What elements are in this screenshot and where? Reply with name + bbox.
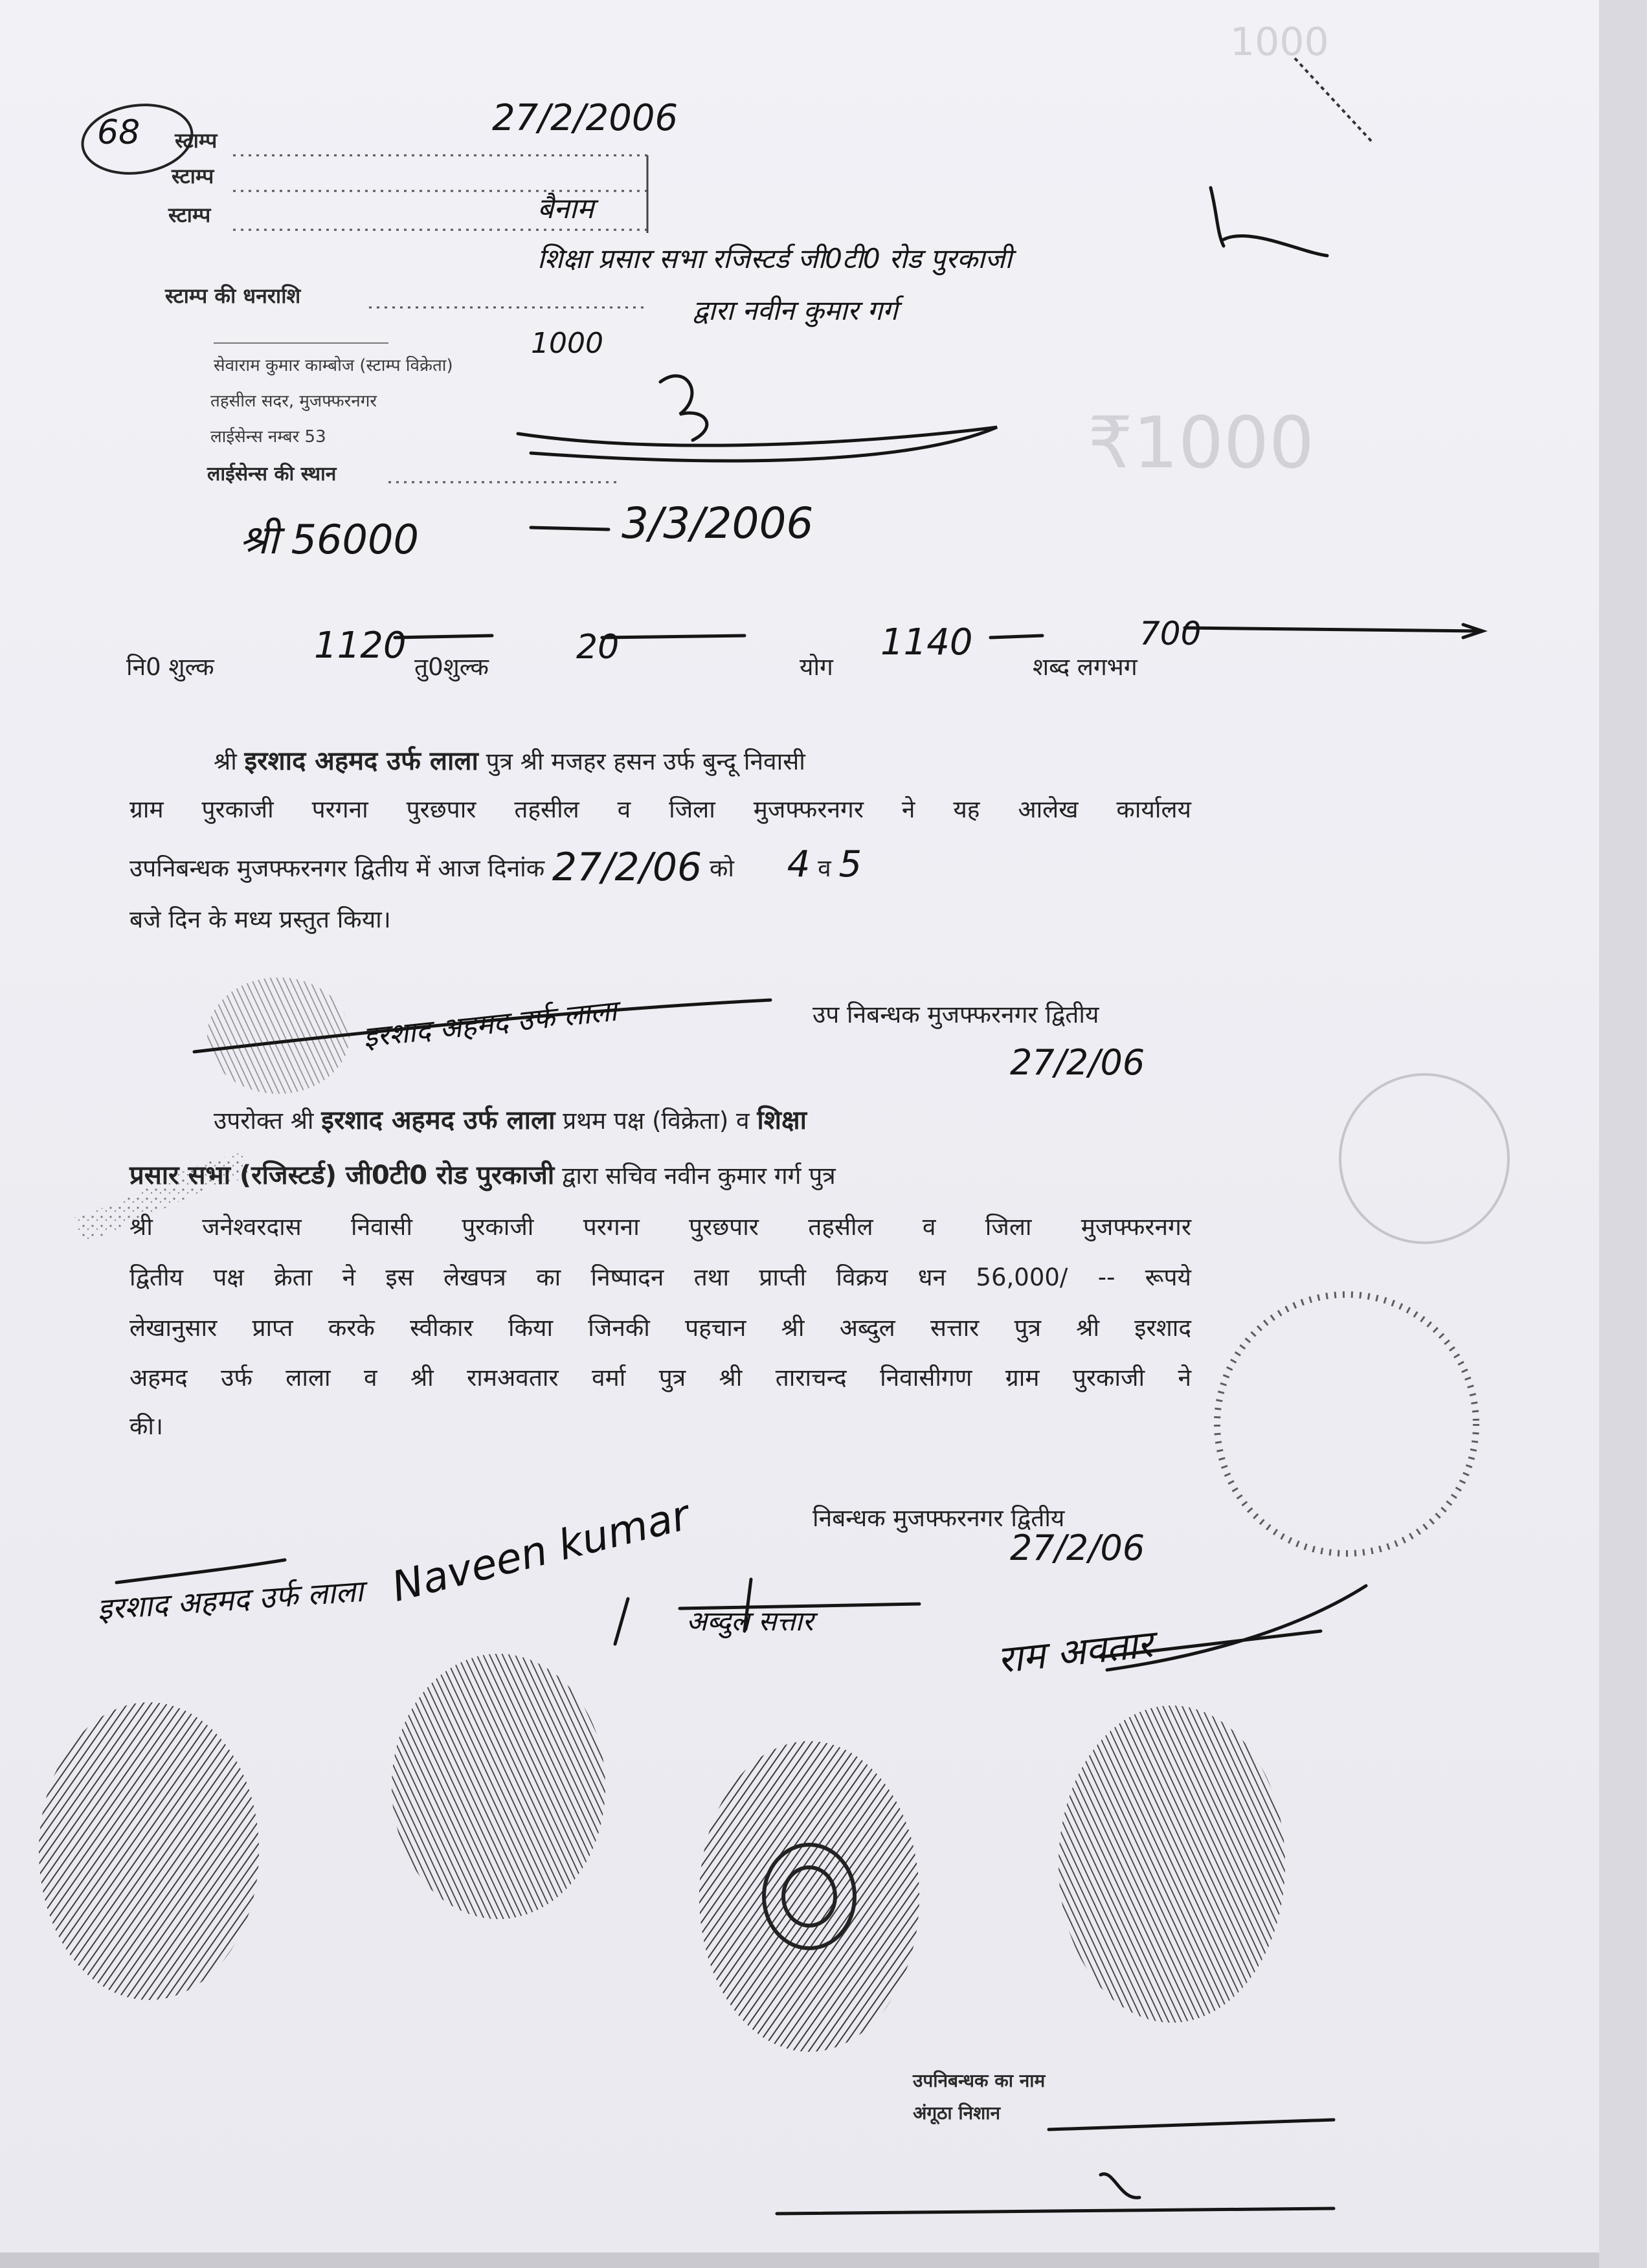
sub-registrar-label-1: उप निबन्धक मुजफ्फरनगर द्वितीय <box>812 1001 1099 1028</box>
text-va: व <box>818 854 831 882</box>
reg-fee-value: 1120 <box>314 625 407 667</box>
first-party-text: प्रथम पक्ष (विक्रेता) व <box>563 1107 750 1135</box>
stamp-amount-label: स्टाम्प की धनराशि <box>165 284 301 308</box>
office-text: उपनिबन्धक मुजफ्फरनगर द्वितीय में आज दिनांक <box>129 854 545 882</box>
text-ko: को <box>709 854 734 882</box>
vendor-line-3: लाईसेन्स नम्बर 53 <box>210 427 326 447</box>
presentation-line-4: बजे दिन के मध्य प्रस्तुत किया। <box>129 906 391 933</box>
sub-registrar-date-2: 27/2/06 <box>1010 1528 1145 1568</box>
dotted-lines <box>233 155 647 482</box>
hand-stamp-amount: 1000 <box>531 327 603 360</box>
vendor-line-2: तहसील सदर, मुजफ्फरनगर <box>210 392 377 411</box>
licence-place-label: लाईसेन्स की स्थान <box>207 463 337 485</box>
text-shri: श्री <box>214 748 237 775</box>
copy-fee-label: तु0शुल्क <box>414 653 489 681</box>
stamp-line-3: स्टाम्प <box>168 203 211 227</box>
hand-deed-label: बैनाम <box>537 192 594 225</box>
hand-consideration: श्री 56000 <box>240 516 419 563</box>
hand-time-1: 4 <box>787 843 811 885</box>
execution-line-6: अहमद उर्फ लाला व श्री रामअवतार वर्मा पुत्र श्री ताराचन्द निवासीगण ग्राम पुरकाजी ने <box>129 1364 1191 1392</box>
execution-line-5: लेखानुसार प्राप्त करके स्वीकार किया जिनकी पहचान श्री अब्दुल सत्तार पुत्र श्री इरशाद <box>129 1314 1191 1342</box>
hand-buyer-line-2: द्वारा नवीन कुमार गर्ग <box>693 295 898 326</box>
execution-line-3: श्री जनेश्वरदास निवासी पुरकाजी परगना पुरछपार तहसील व जिला मुजफ्फरनगर <box>129 1213 1191 1241</box>
hand-time-2: 5 <box>838 843 862 885</box>
buyer-signature: Naveen kumar <box>387 1491 695 1612</box>
words-label: शब्द लगभग <box>1033 653 1137 681</box>
witness-2-signature: राम अवतार <box>995 1621 1155 1682</box>
total-label: योग <box>800 653 833 681</box>
presentation-line-2: ग्राम पुरकाजी परगना पुरछपार तहसील व जिला मुजफ्फरनगर ने यह आलेख कार्यालय <box>129 795 1191 823</box>
hand-date-3: 27/2/06 <box>552 845 702 890</box>
copy-fee-value: 20 <box>576 628 620 667</box>
seller-signature-1: इरशाद अहमद उर्फ लाला <box>361 994 619 1054</box>
bottom-stamp-line-2: अंगूठा निशान <box>913 2102 1001 2124</box>
hand-date-2: 3/3/2006 <box>622 498 814 548</box>
execution-line-7: की। <box>129 1412 164 1440</box>
serial-number: 68 <box>97 113 140 152</box>
sub-registrar-label-2: निबन्धक मुजफ्फरनगर द्वितीय <box>812 1504 1065 1532</box>
stamp-line-2: स्टाम्प <box>172 164 214 188</box>
seller-parentage: पुत्र श्री मजहर हसन उर्फ बुन्दू निवासी <box>486 748 805 775</box>
hand-buyer-line-1: शिक्षा प्रसार सभा रजिस्टर्ड जी0टी0 रोड पुरकाजी <box>537 243 1013 274</box>
ghost-stamp-text: ₹1000 <box>1088 401 1314 484</box>
buyer-name-part-2: प्रसार सभा (रजिस्टर्ड) जी0टी0 रोड पुरकाजी <box>129 1161 555 1190</box>
total-value: 1140 <box>880 621 973 663</box>
thumbprints <box>39 1654 1285 2052</box>
seller-signature-2: इरशाद अहमद उर्फ लाला <box>96 1573 364 1627</box>
seller-name: इरशाद अहमद उर्फ लाला <box>244 746 478 776</box>
bottom-stamp-line-1: उपनिबन्धक का नाम <box>913 2070 1046 2091</box>
text-uproktshri: उपरोक्त श्री <box>214 1107 314 1135</box>
buyer-name-part-1: शिक्षा <box>757 1106 807 1135</box>
words-value: 700 <box>1139 615 1202 652</box>
secretary-text: द्वारा सचिव नवीन कुमार गर्ग पुत्र <box>562 1162 836 1190</box>
execution-line-4: द्वितीय पक्ष क्रेता ने इस लेखपत्र का निष्पादन तथा प्राप्ती विक्रय धन 56,000/ -- रूपये <box>129 1263 1191 1291</box>
seller-name-2: इरशाद अहमद उर्फ लाला <box>321 1106 555 1135</box>
reg-fee-label: नि0 शुल्क <box>126 653 214 681</box>
ghost-stamp-text: 1000 <box>1230 19 1329 65</box>
stamp-line-1: स्टाम्प <box>175 128 218 153</box>
serial-circle <box>78 98 197 181</box>
hand-date-top: 27/2/2006 <box>492 97 678 139</box>
sub-registrar-date-1: 27/2/06 <box>1010 1042 1145 1083</box>
witness-1-signature: अब्दुल सत्तार <box>686 1605 814 1637</box>
vendor-line-1: सेवाराम कुमार काम्बोज (स्टाम्प विक्रेता) <box>214 356 453 375</box>
